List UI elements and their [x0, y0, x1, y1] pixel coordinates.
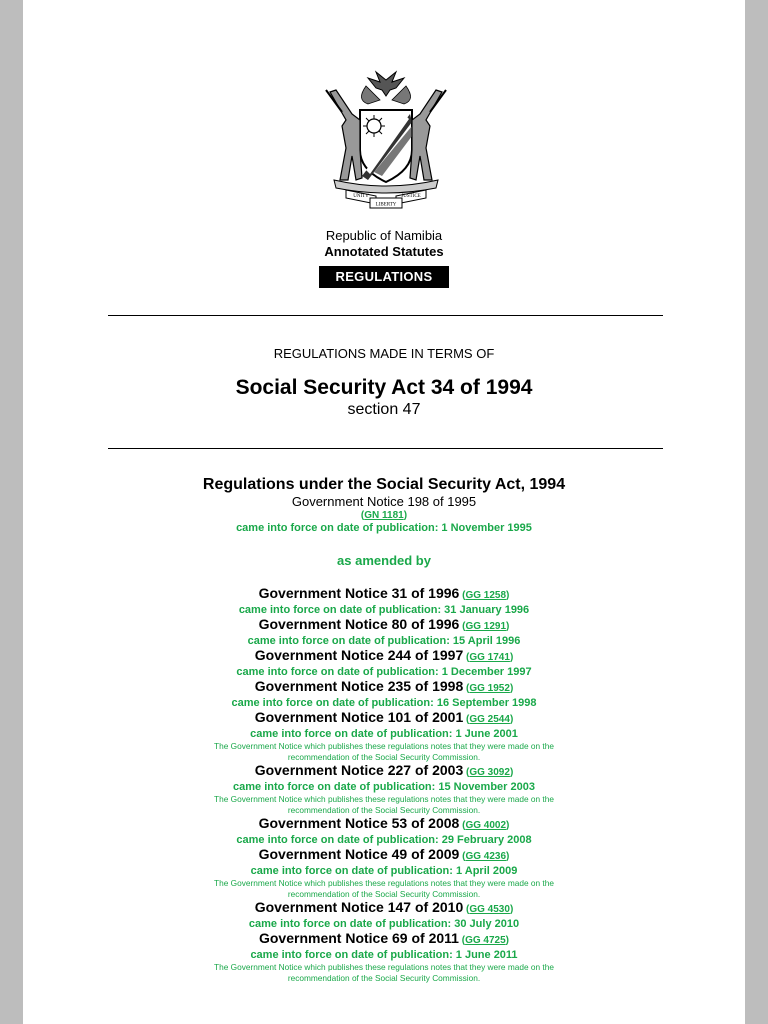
- gazette-link[interactable]: GG 1258: [465, 590, 507, 601]
- regulation-title: Regulations under the Social Security Act, 1994: [202, 476, 566, 493]
- amendment-entry: [23, 763, 745, 816]
- amendment-notice: [23, 617, 745, 634]
- amendment-gazette-ref: (GG 4530): [463, 904, 514, 915]
- motto-liberty: LIBERTY: [375, 202, 397, 208]
- act-section: section 47: [347, 401, 421, 418]
- gazette-link[interactable]: GG 3092: [469, 767, 510, 778]
- amendment-in-force: came into force on date of publication: 30 July 2010: [248, 918, 520, 930]
- amendment-notice: [23, 586, 745, 603]
- amended-by-label: as amended by: [337, 553, 431, 568]
- gazette-link[interactable]: GG 4725: [465, 935, 506, 946]
- republic-label: Republic of Namibia: [325, 228, 443, 243]
- amendment-notice-title: Government Notice 53 of 2008: [258, 815, 460, 831]
- annotated-statutes-label: Annotated Statutes: [324, 244, 444, 259]
- amendment-in-force: came into force on date of publication: 15 November 2003: [233, 781, 535, 793]
- regulation-in-force: came into force on date of publication: 1 November 1995: [236, 522, 532, 534]
- divider-top: [108, 315, 663, 316]
- gazette-link[interactable]: GG 2544: [469, 714, 510, 725]
- amendment-notice: [23, 847, 745, 864]
- amendment-notice-title: Government Notice 49 of 2009: [258, 846, 460, 862]
- amendment-gazette-ref: (GG 1952): [463, 683, 514, 694]
- amendment-entry: [23, 847, 745, 900]
- amendment-notice-title: Government Notice 101 of 2001: [254, 709, 464, 725]
- regulation-notice: Government Notice 198 of 1995: [291, 494, 477, 509]
- amendment-notice: [23, 679, 745, 696]
- amendment-notice: [23, 816, 745, 833]
- regulation-block: [23, 475, 745, 984]
- amendment-entry: [23, 648, 745, 679]
- amendment-notice: [23, 763, 745, 780]
- amendment-in-force: came into force on date of publication: 31 January 1996: [238, 604, 530, 616]
- amendment-gazette-ref: (GG 4236): [459, 851, 510, 862]
- amendment-gazette-ref: (GG 1741): [463, 652, 514, 663]
- act-block: [23, 346, 745, 419]
- amendment-in-force: came into force on date of publication: 16 September 1998: [231, 697, 537, 709]
- motto-justice: JUSTICE: [401, 194, 421, 199]
- amendment-note: The Government Notice which publishes these regulations notes that they were made on the recommendation of the Social Security Commission.: [214, 878, 554, 899]
- amendment-notice-title: Government Notice 244 of 1997: [254, 647, 464, 663]
- amendment-entry: [23, 586, 745, 617]
- amendment-in-force: came into force on date of publication: 1 December 1997: [236, 666, 532, 678]
- amendment-gazette-ref: (GG 4002): [459, 820, 510, 831]
- amendment-gazette-ref: (GG 1258): [459, 590, 510, 601]
- amendments-list: [23, 586, 745, 984]
- amendment-notice-title: Government Notice 31 of 1996: [258, 585, 460, 601]
- amendment-notice-title: Government Notice 227 of 2003: [254, 762, 464, 778]
- amendment-entry: [23, 816, 745, 847]
- gazette-link[interactable]: GG 4236: [465, 851, 507, 862]
- amendment-note: The Government Notice which publishes these regulations notes that they were made on the recommendation of the Social Security Commission.: [214, 794, 554, 815]
- amendment-notice: [23, 710, 745, 727]
- gazette-link[interactable]: GG 4530: [469, 904, 510, 915]
- amendment-in-force: came into force on date of publication: 15 April 1996: [247, 635, 521, 647]
- amendment-gazette-ref: (GG 3092): [463, 767, 514, 778]
- amendment-entry: [23, 617, 745, 648]
- amendment-notice: [23, 900, 745, 917]
- amendment-in-force: came into force on date of publication: 1 June 2001: [250, 728, 518, 740]
- amendment-note: The Government Notice which publishes these regulations notes that they were made on the recommendation of the Social Security Commission.: [214, 962, 554, 983]
- gazette-link[interactable]: GG 4002: [465, 820, 507, 831]
- motto-unity: UNITY: [353, 194, 369, 199]
- gazette-link[interactable]: GG 1952: [469, 683, 510, 694]
- document-page: [23, 0, 745, 1024]
- gazette-link[interactable]: GG 1741: [469, 652, 510, 663]
- amendment-entry: [23, 931, 745, 984]
- amendment-note: The Government Notice which publishes these regulations notes that they were made on the recommendation of the Social Security Commission.: [214, 741, 554, 762]
- amendment-gazette-ref: (GG 2544): [463, 714, 514, 725]
- regulation-gazette-ref: (GN 1181): [360, 510, 408, 521]
- gazette-link[interactable]: GN 1181: [364, 510, 404, 521]
- amendment-notice-title: Government Notice 80 of 1996: [258, 616, 460, 632]
- gazette-link[interactable]: GG 1291: [465, 621, 507, 632]
- made-in-terms-label: REGULATIONS MADE IN TERMS OF: [273, 346, 495, 361]
- amendment-notice-title: Government Notice 69 of 2011: [258, 930, 459, 946]
- amendment-gazette-ref: (GG 4725): [458, 935, 509, 946]
- amendment-entry: [23, 900, 745, 931]
- amendment-notice-title: Government Notice 147 of 2010: [254, 899, 464, 915]
- amendment-entry: [23, 710, 745, 763]
- amendment-in-force: came into force on date of publication: 1 June 2011: [250, 949, 518, 961]
- amendment-notice: [23, 931, 745, 948]
- masthead: [23, 228, 745, 288]
- coat-of-arms-icon: [316, 70, 456, 210]
- amendment-entry: [23, 679, 745, 710]
- amendment-gazette-ref: (GG 1291): [459, 621, 510, 632]
- amendment-in-force: came into force on date of publication: 29 February 2008: [236, 834, 532, 846]
- amendment-notice-title: Government Notice 235 of 1998: [254, 678, 464, 694]
- regulations-badge: REGULATIONS: [319, 266, 449, 288]
- divider-bottom: [108, 448, 663, 449]
- amendment-in-force: came into force on date of publication: 1 April 2009: [250, 865, 518, 877]
- amendment-notice: [23, 648, 745, 665]
- act-title: Social Security Act 34 of 1994: [235, 376, 533, 399]
